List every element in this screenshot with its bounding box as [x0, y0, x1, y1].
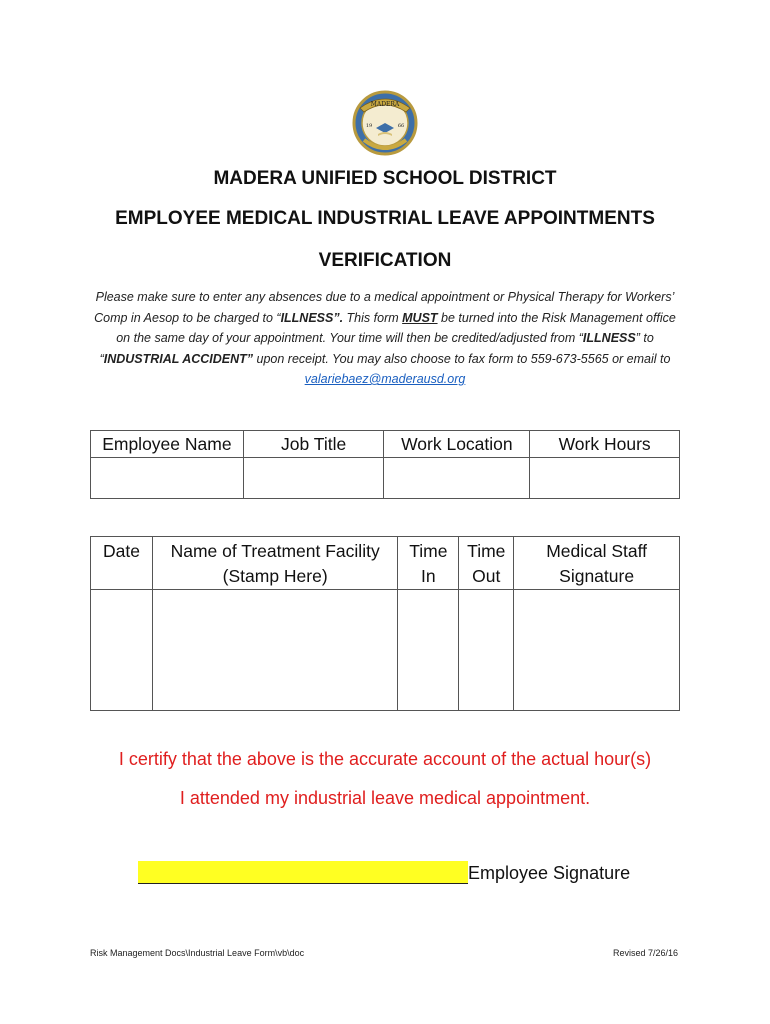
time-out-field[interactable]: [459, 590, 514, 711]
work-hours-header: Work Hours: [530, 431, 680, 458]
district-name: MADERA UNIFIED SCHOOL DISTRICT: [213, 168, 557, 189]
medical-staff-signature-header: Medical Staff Signature: [514, 537, 680, 590]
date-header: Date: [91, 537, 153, 590]
time-in-header: Time In: [398, 537, 459, 590]
employee-signature-field[interactable]: [138, 861, 468, 884]
medical-staff-signature-field[interactable]: [514, 590, 680, 711]
appointment-table: [90, 536, 680, 711]
form-title-line2: VERIFICATION: [318, 250, 452, 271]
certification-line1: I certify that the above is the accurate account of the actual hour(s): [118, 749, 652, 769]
work-hours-field[interactable]: [530, 458, 680, 499]
employee-info-table: [90, 430, 680, 499]
employee-name-header: Employee Name: [91, 431, 244, 458]
district-seal-logo: [352, 90, 418, 156]
treatment-facility-header: Name of Treatment Facility (Stamp Here): [152, 537, 397, 590]
svg-text:MADERA: MADERA: [370, 101, 400, 108]
time-out-header: Time Out: [459, 537, 514, 590]
time-in-field[interactable]: [398, 590, 459, 711]
certification-line2: I attended my industrial leave medical appointment.: [179, 788, 591, 808]
instructions-paragraph: Please make sure to enter any absences due to a medical appointment or Physical Therapy for Workers’ Comp in Aesop to be charged to “ILLNESS”. This form MUST be turned into the Risk Management office on the same day of your appointment. Your time will then be credited/adjusted from “ILLNESS” to “INDUSTRIAL ACCIDENT” upon receipt. You may also choose to fax form to 559-673-5565 or email to valariebaez@maderausd.org: [94, 290, 676, 386]
work-location-field[interactable]: [384, 458, 530, 499]
svg-text:19: 19: [365, 123, 373, 129]
footer-path: Risk Management Docs\Industrial Leave Form\vb\doc: [90, 948, 305, 958]
svg-text:66: 66: [397, 123, 405, 129]
date-field[interactable]: [91, 590, 153, 711]
employee-signature-line: [138, 861, 630, 884]
employee-signature-label: Employee Signature: [468, 863, 631, 883]
job-title-field[interactable]: [243, 458, 384, 499]
footer-revised: Revised 7/26/16: [612, 948, 678, 958]
treatment-facility-field[interactable]: [152, 590, 397, 711]
employee-name-field[interactable]: [91, 458, 244, 499]
form-title-line1: EMPLOYEE MEDICAL INDUSTRIAL LEAVE APPOINTMENTS: [115, 208, 655, 229]
job-title-header: Job Title: [243, 431, 384, 458]
work-location-header: Work Location: [384, 431, 530, 458]
email-link[interactable]: valariebaez@maderausd.org: [304, 372, 466, 386]
